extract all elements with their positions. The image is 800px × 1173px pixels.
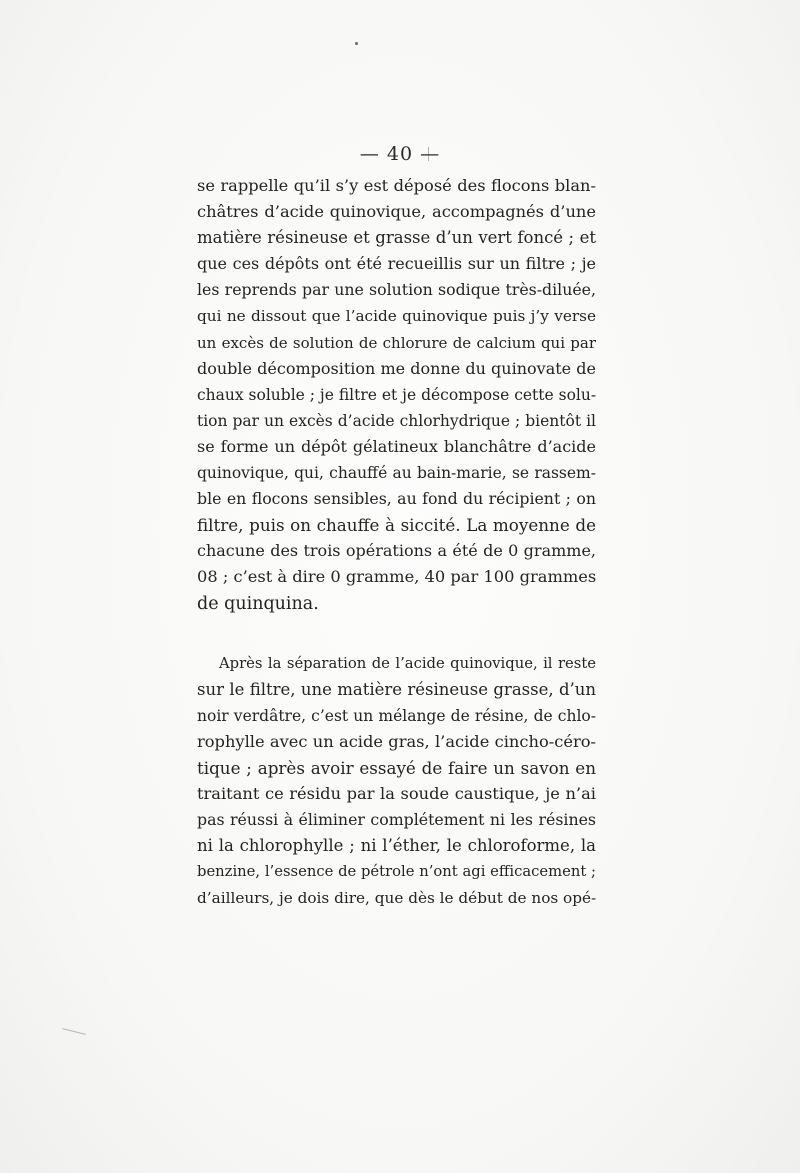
- paragraph-gap: [197, 617, 596, 651]
- text-line: rophylle avec un acide gras, l’acide cincho-céro-: [197, 731, 596, 751]
- text-line: les reprends par une solution sodique très-diluée,: [197, 280, 596, 300]
- text-line: qui ne dissout que l’acide quinovique puis j’y verse: [197, 307, 596, 326]
- text-line: chaux soluble ; je filtre et je décompose cette solu-: [197, 385, 596, 404]
- text-line: tique ; après avoir essayé de faire un savon en: [197, 757, 596, 778]
- text-line: Après la séparation de l’acide quinovique, il reste: [219, 654, 596, 672]
- text-line: tion par un excès d’acide chlorhydrique ; bientôt il: [197, 411, 596, 430]
- text-line: d’ailleurs, je dois dire, que dès le début de nos opé-: [197, 889, 596, 908]
- text-line: sur le filtre, une matière résineuse grasse, d’un: [197, 679, 596, 699]
- text-line: ni la chlorophylle ; ni l’éther, le chloroforme, la: [197, 836, 596, 856]
- text-line: traitant ce résidu par la soude caustique, je n’ai: [197, 784, 596, 804]
- text-line: chacune des trois opérations a été de 0 gramme,: [197, 541, 596, 561]
- text-line: 08 ; c’est à dire 0 gramme, 40 par 100 grammes: [197, 567, 596, 587]
- text-line: de quinquina.: [197, 593, 319, 614]
- text-line: châtres d’acide quinovique, accompagnés d’une: [197, 202, 596, 222]
- text-line: pas réussi à éliminer complétement ni les résines: [197, 810, 596, 830]
- text-line: noir verdâtre, c’est un mélange de résine, de chlo-: [197, 706, 596, 725]
- text-line: se forme un dépôt gélatineux blanchâtre d’acide: [197, 436, 596, 456]
- text-line: ble en flocons sensibles, au fond du récipient ; on: [197, 489, 596, 509]
- text-line: benzine, l’essence de pétrole n’ont agi efficacement ;: [197, 863, 596, 881]
- text-line: filtre, puis on chauffe à siccité. La moyenne de: [197, 515, 596, 536]
- ink-speck: [355, 42, 358, 45]
- text-line: matière résineuse et grasse d’un vert foncé ; et: [197, 228, 596, 248]
- text-line: double décomposition me donne du quinovate de: [197, 358, 596, 378]
- margin-stroke: [62, 1028, 86, 1035]
- text-line: se rappelle qu’il s’y est déposé des flocons blan-: [197, 176, 596, 195]
- body-text: [197, 173, 596, 912]
- text-line: quinovique, qui, chauffé au bain-marie, se rassem-: [197, 464, 596, 483]
- paragraph-2: [197, 651, 596, 912]
- paragraph-1: [197, 173, 596, 617]
- text-line: que ces dépôts ont été recueillis sur un filtre ; je: [197, 254, 596, 274]
- page-number: — 40 —: [359, 143, 441, 165]
- text-line: un excès de solution de chlorure de calcium qui par: [197, 333, 596, 352]
